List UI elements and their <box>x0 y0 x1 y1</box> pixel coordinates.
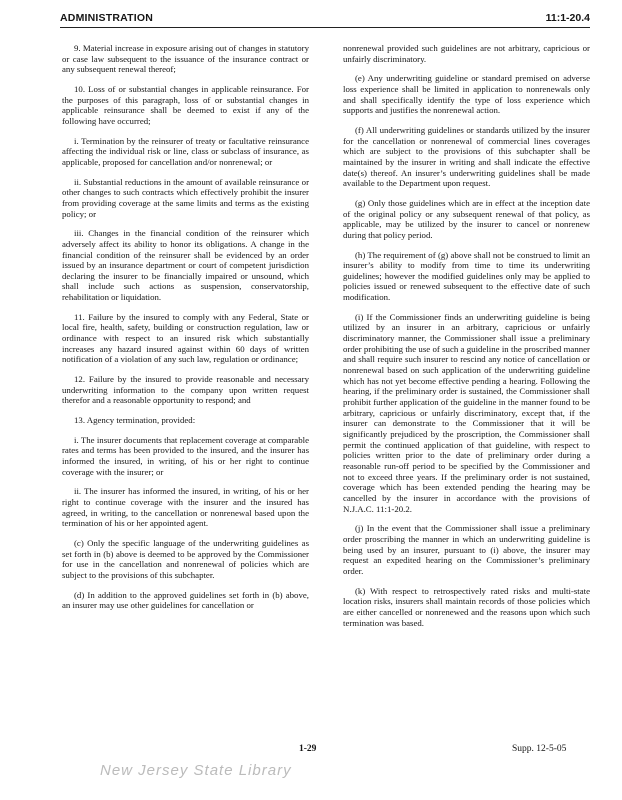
supplement-date: Supp. 12-5-05 <box>512 744 567 754</box>
right-column <box>343 43 590 637</box>
section-title: ADMINISTRATION <box>60 12 154 24</box>
paragraph: 12. Failure by the insured to provide reasonable and necessary underwriting information to the company upon written request therefor and a reasonable opportunity to respond; and <box>62 374 309 406</box>
paragraph: (d) In addition to the approved guidelines set forth in (b) above, an insurer may use other guidelines for cancellation or <box>62 589 309 611</box>
library-stamp: New Jersey State Library <box>100 762 292 779</box>
paragraph: 13. Agency termination, provided: <box>74 415 196 426</box>
paragraph: i. The insurer documents that replacement coverage at comparable rates and terms has been provided to the insured, and the insurer has informed the insured, in writing, of his or her right to continue coverage with the insurer; or <box>62 434 309 477</box>
paragraph: (f) All underwriting guidelines or standards utilized by the insurer for the cancellation or nonrenewal of commercial lines coverages which are subject to the provisions of this subchapter shall be maintained by the insurer in writing and shall indicate the effective date(s) thereof. An insurer’s underwriting guidelines shall be made available to the Department upon request. <box>343 124 590 189</box>
paragraph: (g) Only those guidelines which are in effect at the inception date of the original policy or any subsequent renewal of that policy, as applicable, may be utilized by the insurer to cancel or nonrenew during that policy period. <box>343 197 590 240</box>
paragraph: i. Termination by the reinsurer of treaty or facultative reinsurance affecting the individual risk or line, class or subclass of insurance, as applicable, proposed for cancellation and/or nonrenewal; or <box>62 135 309 167</box>
paragraph: 9. Material increase in exposure arising out of changes in statutory or case law subsequent to the issuance of the insurance contract or any subsequent renewal thereof; <box>62 43 309 75</box>
paragraph: iii. Changes in the financial condition of the reinsurer which adversely affect its ability to honor its obligations. A change in the financial condition of the reinsurer shall be evidenced by an order issued by an insurance department or court of competent jurisdiction declaring the insurer to be financially impaired or unsound, which shall include such actions as suspension, conservatorship, rehabilitation or liquidation. <box>62 228 309 303</box>
section-number: 11:1-20.4 <box>545 12 590 24</box>
paragraph: (k) With respect to retrospectively rated risks and multi-state location risks, insurers shall maintain records of those policies which are either cancelled or nonrenewed and the reasons upon which such termination was based. <box>343 585 590 628</box>
running-header <box>60 11 590 28</box>
page-number: 1-29 <box>299 744 317 754</box>
paragraph: 10. Loss of or substantial changes in applicable reinsurance. For the purposes of this paragraph, loss of or substantial changes in applicable reinsurance shall be deemed to exist if any of the following have occurred; <box>62 83 309 126</box>
paragraph: (c) Only the specific language of the underwriting guidelines as set forth in (b) above is deemed to be approved by the Commissioner for use in the cancellation and nonrenewal of policies which are subject to the provisions of this subchapter. <box>62 537 309 580</box>
paragraph: (i) If the Commissioner finds an underwriting guideline is being utilized by an insurer in an arbitrary, capricious or unfairly discriminatory manner, the Commissioner shall issue a preliminary order prohibiting the use of such a guideline in the proscribed manner and shall require such insurer to rescind any notice of cancellation or nonrenewal based on such application of the underwriting guideline which has not yet become effective pending a hearing. Following the hearing, if the preliminary order is sustained, the Commissioner shall prohibit further application of the guideline in the manner found to be arbitrary, capricious or unfairly discriminatory, except that, if the insurer can demonstrate to the Commissioner that it will be significantly prejudiced by the proscription, the Commissioner shall permit the continued application of that guideline, with respect to policies written prior to the date of preliminary order during a reasonable run-off period to be specified by the Commissioner and not to exceed three years. If the preliminary order is not sustained, coverage which has been extended pending the hearing may be cancelled by the insurer in accordance with the provisions of N.J.A.C. 11:1-20.2. <box>343 311 590 514</box>
paragraph: (e) Any underwriting guideline or standard premised on adverse loss experience shall be limited in application to nonrenewals only and shall specifically identify the type of loss experience which supports and justifies the nonrenewal action. <box>343 73 590 116</box>
paragraph: ii. The insurer has informed the insured, in writing, of his or her right to continue coverage with the insurer and the insured has agreed, in writing, to the cancellation or nonrenewal based upon the termination of his or her appointed agent. <box>62 486 309 529</box>
paragraph: (j) In the event that the Commissioner shall issue a preliminary order proscribing the manner in which an underwriting guideline is being used by an insurer, pursuant to (i) above, the insurer may request an expedited hearing on the Commissioner’s preliminary order. <box>343 523 590 576</box>
paragraph: 11. Failure by the insured to comply with any Federal, State or local fire, health, safety, building or construction regulation, law or ordinance with respect to an insured risk which substantially increases any hazard insured against within 60 days of written notification of a violation of any such law, regulation or ordinance; <box>62 311 309 365</box>
paragraph: (h) The requirement of (g) above shall not be construed to limit an insurer’s ability to modify from time to time its underwriting guidelines; however the modified guidelines only may be applied to policies issued or renewed subsequent to the effective date of such modification. <box>343 249 590 303</box>
paragraph: ii. Substantial reductions in the amount of available reinsurance or other changes to such contracts which effectively prohibit the insurer from providing coverage at the same limits and terms as the existing policy; or <box>62 176 309 219</box>
paragraph: nonrenewal provided such guidelines are not arbitrary, capricious or unfairly discriminatory. <box>343 43 590 64</box>
left-column <box>62 43 309 620</box>
